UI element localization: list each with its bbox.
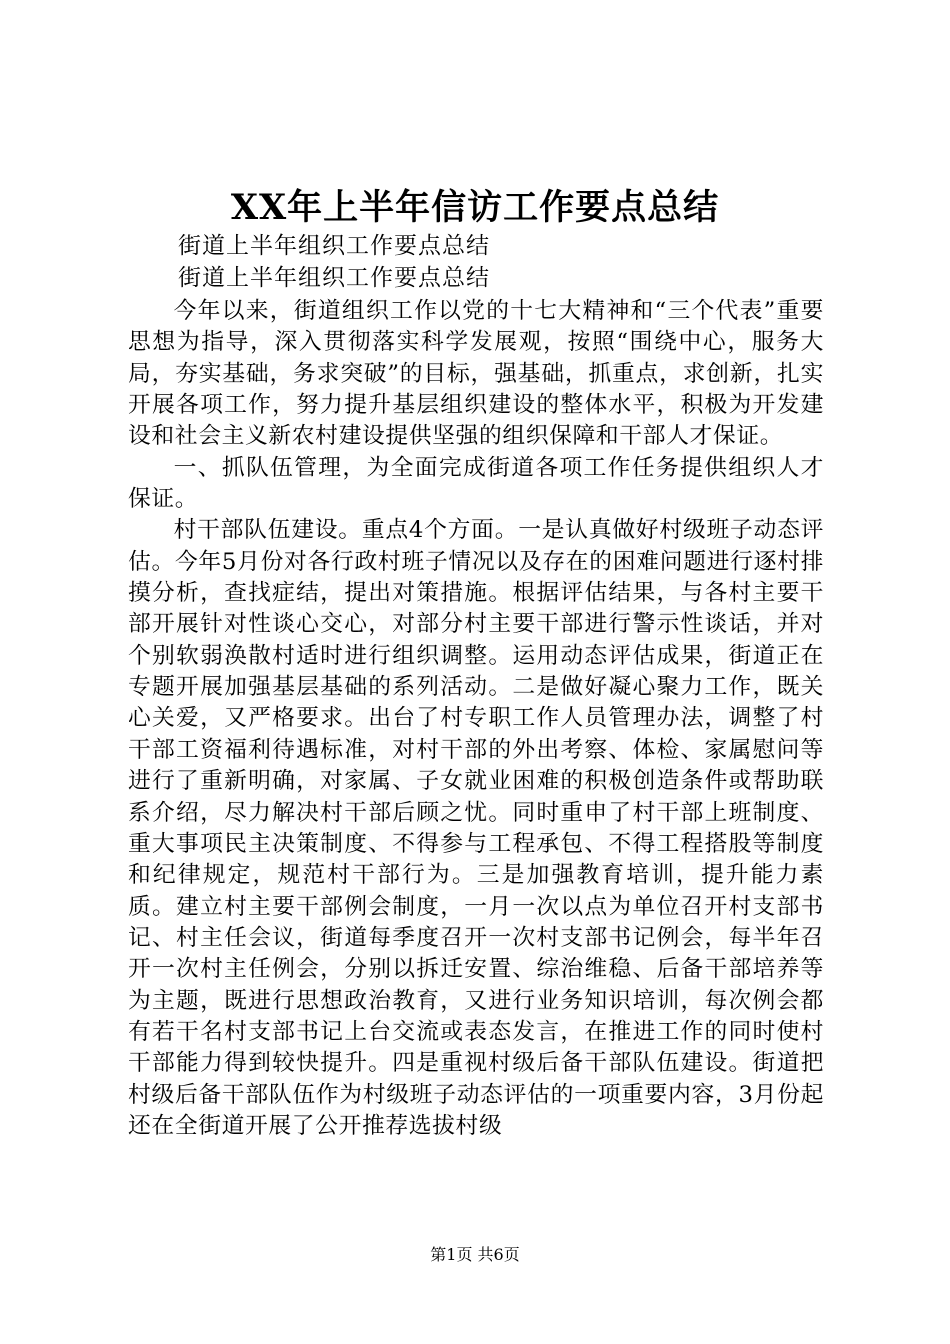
document-body <box>128 296 824 1142</box>
page-number-footer: 第1页 共6页 <box>430 1245 520 1264</box>
document-subtitle: 街道上半年组织工作要点总结 <box>178 265 490 291</box>
section-heading: 一、抓队伍管理，为全面完成街道各项工作任务提供组织人才保证。 <box>128 454 824 513</box>
body-paragraph: 今年以来，街道组织工作以党的十七大精神和“三个代表”重要思想为指导，深入贯彻落实科学发展观，按照“围绕中心，服务大局，夯实基础，务求突破”的目标，强基础，抓重点，求创新，扎实开展各项工作，努力提升基层组织建设的整体水平，积极为开发建设和社会主义新农村建设提供坚强的组织保障和干部人才保证。 <box>128 298 824 450</box>
document-subtitle: 街道上半年组织工作要点总结 <box>178 233 490 259</box>
document-title: XX年上半年信访工作要点总结 <box>230 187 720 228</box>
body-paragraph: 村干部队伍建设。重点4个方面。一是认真做好村级班子动态评估。今年5月份对各行政村班子情况以及存在的困难问题进行逐村排摸分析，查找症结，提出对策措施。根据评估结果，与各村主要干部开展针对性谈心交心，对部分村主要干部进行警示性谈话，并对个别软弱涣散村适时进行组织调整。运用动态评估成果，街道正在专题开展加强基层基础的系列活动。二是做好凝心聚力工作，既关心关爱，又严格要求。出台了村专职工作人员管理办法，调整了村干部工资福利待遇标准，对村干部的外出考察、体检、家属慰问等进行了重新明确，对家属、子女就业困难的积极创造条件或帮助联系介绍，尽力解决村干部后顾之忧。同时重申了村干部上班制度、重大事项民主决策制度、不得参与工程承包、不得工程搭股等制度和纪律规定，规范村干部行为。三是加强教育培训，提升能力素质。建立村主要干部例会制度，一月一次以点为单位召开村支部书记、村主任会议，街道每季度召开一次村支部书记例会，每半年召开一次村主任例会，分别以拆迁安置、综治维稳、后备干部培养等为主题，既进行思想政治教育，又进行业务知识培训，每次例会都有若干名村支部书记上台交流或表态发言，在推进工作的同时使村干部能力得到较快提升。四是重视村级后备干部队伍建设。街道把村级后备干部队伍作为村级班子动态评估的一项重要内容，3月份起还在全街道开展了公开推荐选拔村级 <box>128 517 824 1139</box>
